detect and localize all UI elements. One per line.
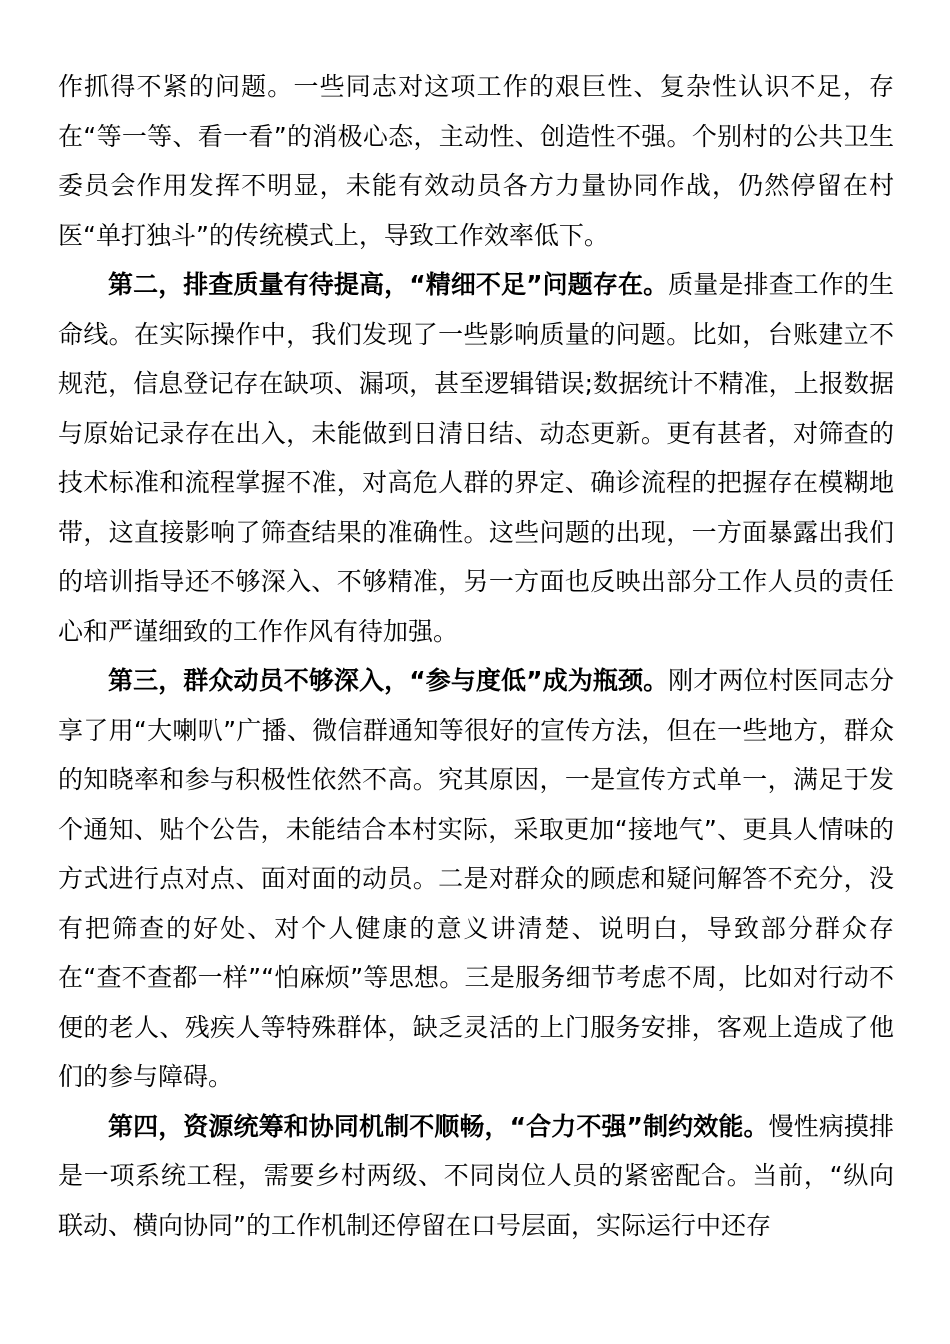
paragraph-1-text: 作抓得不紧的问题。一些同志对这项工作的艰巨性、复杂性认识不足，存在“等一等、看一看”的消极心态，主动性、创造性不强。个别村的公共卫生委员会作用发挥不明显，未能有效动员各方力量协同作战，仍然停留在村医“单打独斗”的传统模式上，导致工作效率低下。	[58, 72, 894, 250]
paragraph-fourth-issue	[58, 1102, 894, 1251]
paragraph-third-issue	[58, 656, 894, 1102]
paragraph-second-issue	[58, 260, 894, 656]
paragraph-4-heading: 第四，资源统筹和协同机制不顺畅，“合力不强”制约效能。	[108, 1111, 769, 1141]
paragraph-3-text: 刚才两位村医同志分享了用“大喇叭”广播、微信群通知等很好的宣传方法，但在一些地方，群众的知晓率和参与积极性依然不高。究其原因，一是宣传方式单一，满足于发个通知、贴个公告，未能结合本村实际，采取更加“接地气”、更具人情味的方式进行点对点、面对面的动员。二是对群众的顾虑和疑问解答不充分，没有把筛查的好处、对个人健康的意义讲清楚、说明白，导致部分群众存在“查不查都一样”“怕麻烦”等思想。三是服务细节考虑不周，比如对行动不便的老人、残疾人等特殊群体，缺乏灵活的上门服务安排，客观上造成了他们的参与障碍。	[58, 666, 894, 1091]
paragraph-4-text: 慢性病摸排是一项系统工程，需要乡村两级、不同岗位人员的紧密配合。当前，“纵向联动、横向协同”的工作机制还停留在口号层面，实际运行中还存	[58, 1111, 894, 1240]
document-body	[58, 62, 894, 1250]
paragraph-continuation	[58, 62, 894, 260]
paragraph-2-text: 质量是排查工作的生命线。在实际操作中，我们发现了一些影响质量的问题。比如，台账建立不规范，信息登记存在缺项、漏项，甚至逻辑错误;数据统计不精准，上报数据与原始记录存在出入，未能做到日清日结、动态更新。更有甚者，对筛查的技术标准和流程掌握不准，对高危人群的界定、确诊流程的把握存在模糊地带，这直接影响了筛查结果的准确性。这些问题的出现，一方面暴露出我们的培训指导还不够深入、不够精准，另一方面也反映出部分工作人员的责任心和严谨细致的工作作风有待加强。	[58, 270, 894, 646]
paragraph-2-heading: 第二，排查质量有待提高，“精细不足”问题存在。	[108, 270, 669, 299]
paragraph-3-heading: 第三，群众动员不够深入，“参与度低”成为瓶颈。	[108, 666, 669, 695]
